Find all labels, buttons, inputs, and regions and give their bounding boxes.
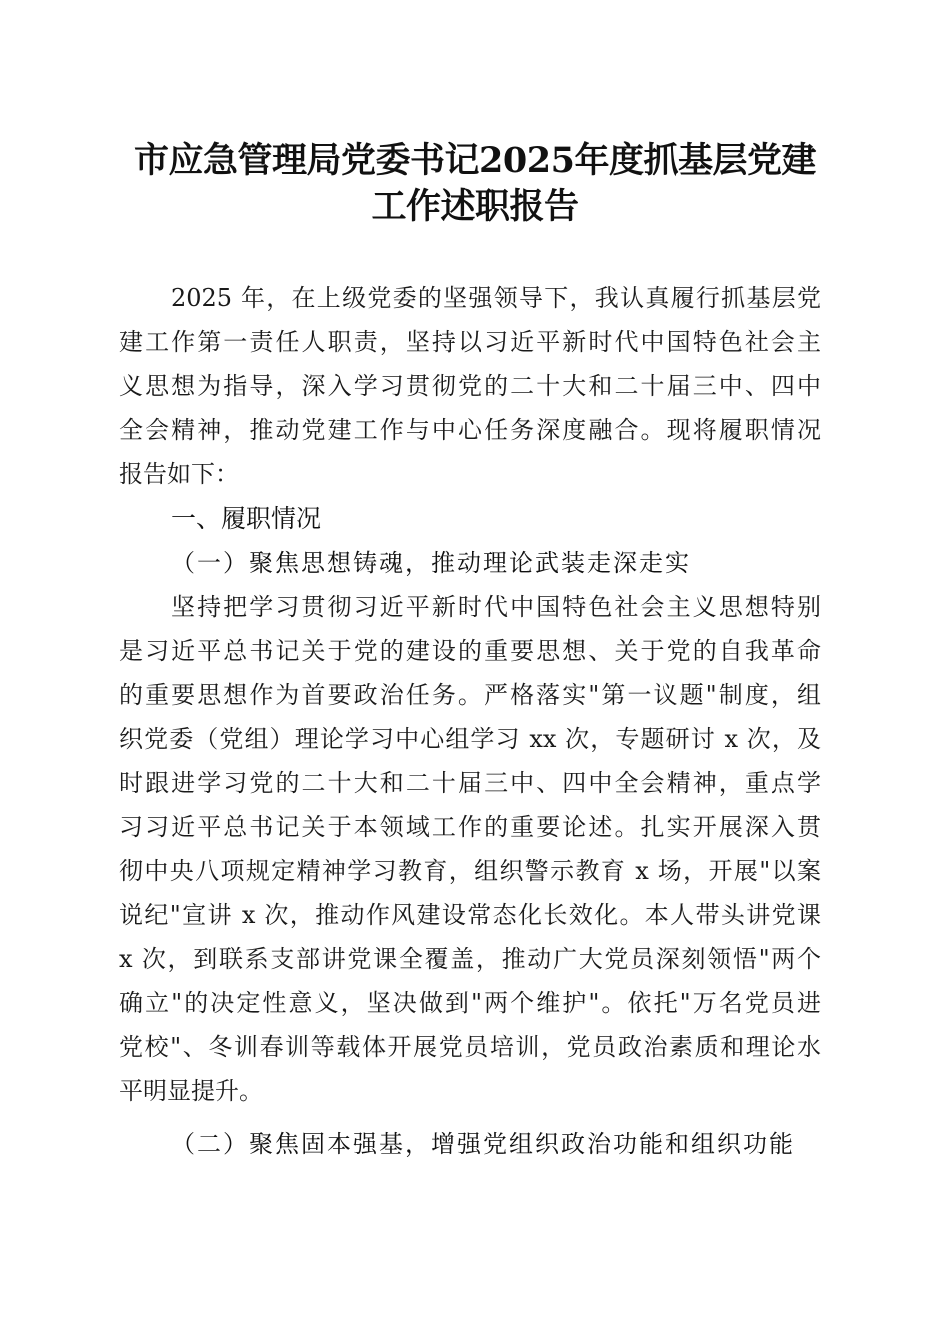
intro-paragraph-line: 报告如下： bbox=[119, 460, 239, 488]
body-paragraph-line: 党校"、冬训春训等载体开展党员培训，党员政治素质和理论水 bbox=[119, 1033, 821, 1061]
document-title-line-2: 工作述职报告 bbox=[371, 186, 579, 227]
intro-paragraph-line: 2025 年，在上级党委的坚强领导下，我认真履行抓基层党 bbox=[171, 284, 821, 312]
body-paragraph-line: 坚持把学习贯彻习近平新时代中国特色社会主义思想特别 bbox=[171, 593, 821, 621]
intro-paragraph-line: 建工作第一责任人职责，坚持以习近平新时代中国特色社会主 bbox=[119, 328, 821, 356]
intro-paragraph-line: 义思想为指导，深入学习贯彻党的二十大和二十届三中、四中 bbox=[119, 372, 821, 400]
body-paragraph-line: 平明显提升。 bbox=[119, 1077, 263, 1105]
body-paragraph-line: x 次，到联系支部讲党课全覆盖，推动广大党员深刻领悟"两个 bbox=[119, 945, 821, 973]
subsection-heading-1: （一）聚焦思想铸魂，推动理论武装走深走实 bbox=[171, 549, 691, 577]
body-paragraph-line: 确立"的决定性意义，坚决做到"两个维护"。依托"万名党员进 bbox=[119, 989, 821, 1017]
body-paragraph-line: 说纪"宣讲 x 次，推动作风建设常态化长效化。本人带头讲党课 bbox=[119, 901, 821, 929]
body-paragraph-line: 的重要思想作为首要政治任务。严格落实"第一议题"制度，组 bbox=[119, 681, 821, 709]
body-paragraph-line: 是习近平总书记关于党的建设的重要思想、关于党的自我革命 bbox=[119, 637, 821, 665]
body-paragraph-line: 时跟进学习党的二十大和二十届三中、四中全会精神，重点学 bbox=[119, 769, 821, 797]
body-paragraph-line: 彻中央八项规定精神学习教育，组织警示教育 x 场，开展"以案 bbox=[119, 857, 821, 885]
body-paragraph-line: 习习近平总书记关于本领域工作的重要论述。扎实开展深入贯 bbox=[119, 813, 821, 841]
document-title-line-1: 市应急管理局党委书记2025年度抓基层党建 bbox=[134, 140, 816, 181]
intro-paragraph-line: 全会精神，推动党建工作与中心任务深度融合。现将履职情况 bbox=[119, 416, 821, 444]
subsection-heading-2: （二）聚焦固本强基，增强党组织政治功能和组织功能 bbox=[171, 1130, 795, 1158]
section-heading-1: 一、履职情况 bbox=[171, 504, 322, 533]
body-paragraph-line: 织党委（党组）理论学习中心组学习 xx 次，专题研讨 x 次，及 bbox=[119, 725, 821, 753]
